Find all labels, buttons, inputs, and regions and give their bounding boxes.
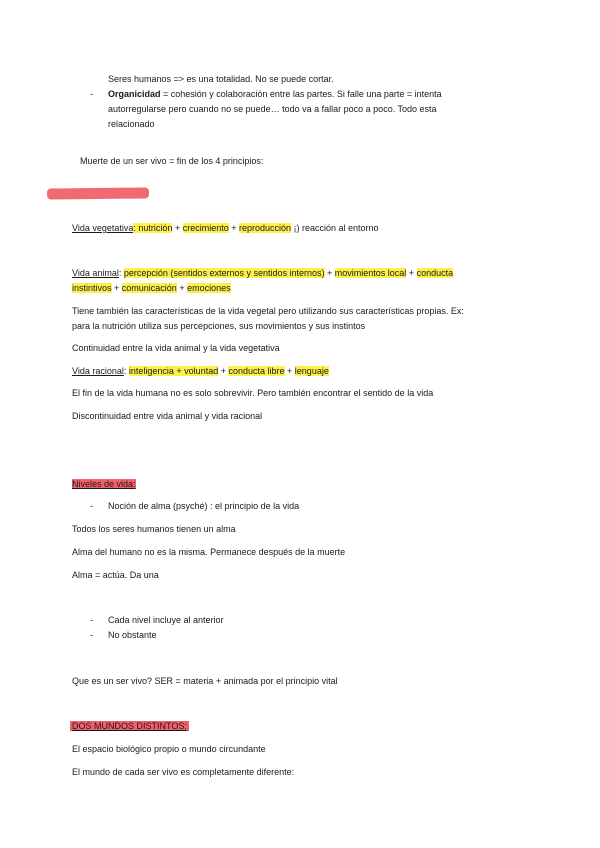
nivel-bullet-2: Cada nivel incluye al anterior xyxy=(108,615,224,625)
mundos-line-2: El mundo de cada ser vivo es completamente diferente: xyxy=(72,767,295,777)
vida-racional-line xyxy=(72,365,329,377)
niveles-line-2: Alma del humano no es la misma. Permanece después de la muerte xyxy=(72,547,346,557)
niveles-line-3: Alma = actúa. Da una xyxy=(72,570,159,580)
organicidad-text: = cohesión y colaboración entre las partes. Si falle una parte = intenta xyxy=(160,89,442,99)
mundos-heading xyxy=(70,720,189,732)
term-reproduccion: reproducción xyxy=(238,223,292,233)
plus: + xyxy=(284,366,295,376)
ser-vivo-question: Que es un ser vivo? SER = materia + animada por el principio vital xyxy=(72,676,338,686)
bullet-dash: - xyxy=(90,630,93,640)
organicidad-label: Organicidad xyxy=(108,89,161,99)
term-crecimiento: crecimiento xyxy=(182,223,229,233)
vida-animal-label: Vida animal xyxy=(72,268,119,278)
plus: + xyxy=(111,283,122,293)
paragraph-4: Discontinuidad entre vida animal y vida racional xyxy=(72,411,263,421)
colon: : xyxy=(118,268,124,278)
bullet-dash: - xyxy=(90,501,93,511)
bullet-dash: - xyxy=(90,615,93,625)
organicidad-line xyxy=(108,88,442,100)
vida-vegetativa-label: Vida vegetativa xyxy=(72,223,134,233)
bullet-dash: - xyxy=(90,89,93,99)
term-movimientos: movimientos local xyxy=(334,268,407,278)
plus: + xyxy=(218,366,229,376)
plus: + xyxy=(172,223,183,233)
niveles-heading xyxy=(72,478,136,490)
nivel-bullet-3: No obstante xyxy=(108,630,157,640)
colon: : xyxy=(133,223,139,233)
vida-racional-label: Vida racional xyxy=(72,366,124,376)
plus: + xyxy=(228,223,239,233)
paragraph-1a: Tiene también las características de la vida vegetal pero utilizando sus características propias. Ex: xyxy=(72,306,464,316)
colon: : xyxy=(123,366,129,376)
term-lenguaje: lenguaje xyxy=(294,366,329,376)
intro-line-4: relacionado xyxy=(108,119,155,129)
mundos-heading-text: DOS MUNDOS DISTINTOS: xyxy=(72,721,187,731)
plus: + xyxy=(176,283,188,293)
plus: + xyxy=(406,268,417,278)
term-instintivos: instintivos xyxy=(72,283,112,293)
plus: + xyxy=(324,268,335,278)
term-conducta: conducta xyxy=(416,268,454,278)
term-comunicacion: comunicación xyxy=(121,283,177,293)
vida-animal-line-1 xyxy=(72,267,453,279)
mundos-line-1: El espacio biológico propio o mundo circundante xyxy=(72,744,266,754)
paragraph-2: Continuidad entre la vida animal y la vida vegetativa xyxy=(72,343,280,353)
term-inteligencia-voluntad: inteligencia + voluntad xyxy=(128,366,219,376)
paragraph-1b: para la nutrición utiliza sus percepciones, sus movimientos y sus instintos xyxy=(72,321,366,331)
term-percepcion: percepción (sentidos externos y sentidos internos) xyxy=(123,268,325,278)
intro-line-1: Seres humanos => es una totalidad. No se puede cortar. xyxy=(108,74,334,84)
alma-bullet: Noción de alma (psyché) : el principio de la vida xyxy=(108,501,300,511)
term-conducta-libre: conducta libre xyxy=(228,366,285,376)
muerte-line: Muerte de un ser vivo = fin de los 4 principios: xyxy=(80,156,264,166)
niveles-heading-text: Niveles de vida: xyxy=(72,479,136,489)
term-emociones: emociones xyxy=(187,283,231,293)
vegetativa-tail: ¡) reacción al entorno xyxy=(291,223,379,233)
paragraph-3: El fin de la vida humana no es solo sobrevivir. Pero también encontrar el sentido de la vida xyxy=(72,388,434,398)
term-nutricion: nutrición xyxy=(138,223,173,233)
niveles-line-1: Todos los seres humanos tienen un alma xyxy=(72,524,236,534)
intro-line-3: autorregularse pero cuando no se puede… todo va a fallar poco a poco. Todo esta xyxy=(108,104,437,114)
vida-animal-line-2 xyxy=(72,282,231,294)
red-marker-stroke xyxy=(47,187,149,199)
vida-vegetativa-line xyxy=(72,222,379,234)
